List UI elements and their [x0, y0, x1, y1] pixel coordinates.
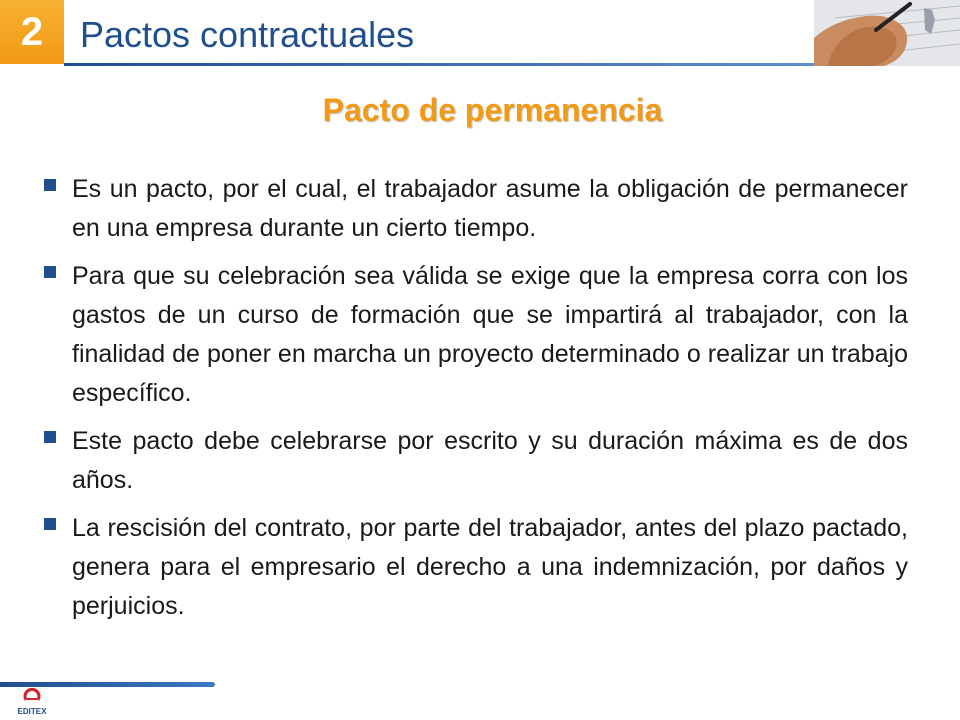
- bullet-list: [44, 170, 908, 635]
- bullet-text: Es un pacto, por el cual, el trabajador asume la obligación de permanecer en una empresa durante un cierto tiempo.: [72, 175, 908, 242]
- square-bullet-icon: [44, 266, 56, 278]
- header-divider: [64, 63, 814, 66]
- chapter-badge: [0, 0, 64, 64]
- editex-logo: [4, 688, 60, 718]
- bullet-text: Para que su celebración sea válida se exige que la empresa corra con los gastos de un curso de formación que se impartirá al trabajador, con la finalidad de poner en marcha un proyecto determinado o realizar un trabajo específico.: [72, 262, 908, 407]
- slide-title: Pacto de permanencia: [322, 92, 663, 128]
- bullet-item: [44, 170, 908, 248]
- chapter-number: 2: [20, 9, 44, 54]
- footer-divider: [0, 682, 215, 687]
- square-bullet-icon: [44, 431, 56, 443]
- square-bullet-icon: [44, 179, 56, 191]
- header-title: Pactos contractuales: [80, 14, 415, 55]
- bullet-text: Este pacto debe celebrarse por escrito y su duración máxima es de dos años.: [72, 427, 908, 494]
- bullet-text: La rescisión del contrato, por parte del trabajador, antes del plazo pactado, genera para el empresario el derecho a una indemnización, por daños y perjuicios.: [72, 514, 908, 620]
- hand-writing-image: [814, 0, 960, 66]
- bullet-item: [44, 257, 908, 413]
- header-photo: [814, 0, 960, 66]
- bullet-item: [44, 422, 908, 500]
- square-bullet-icon: [44, 518, 56, 530]
- logo-wordmark: EDITEX: [17, 707, 47, 716]
- bullet-item: [44, 509, 908, 626]
